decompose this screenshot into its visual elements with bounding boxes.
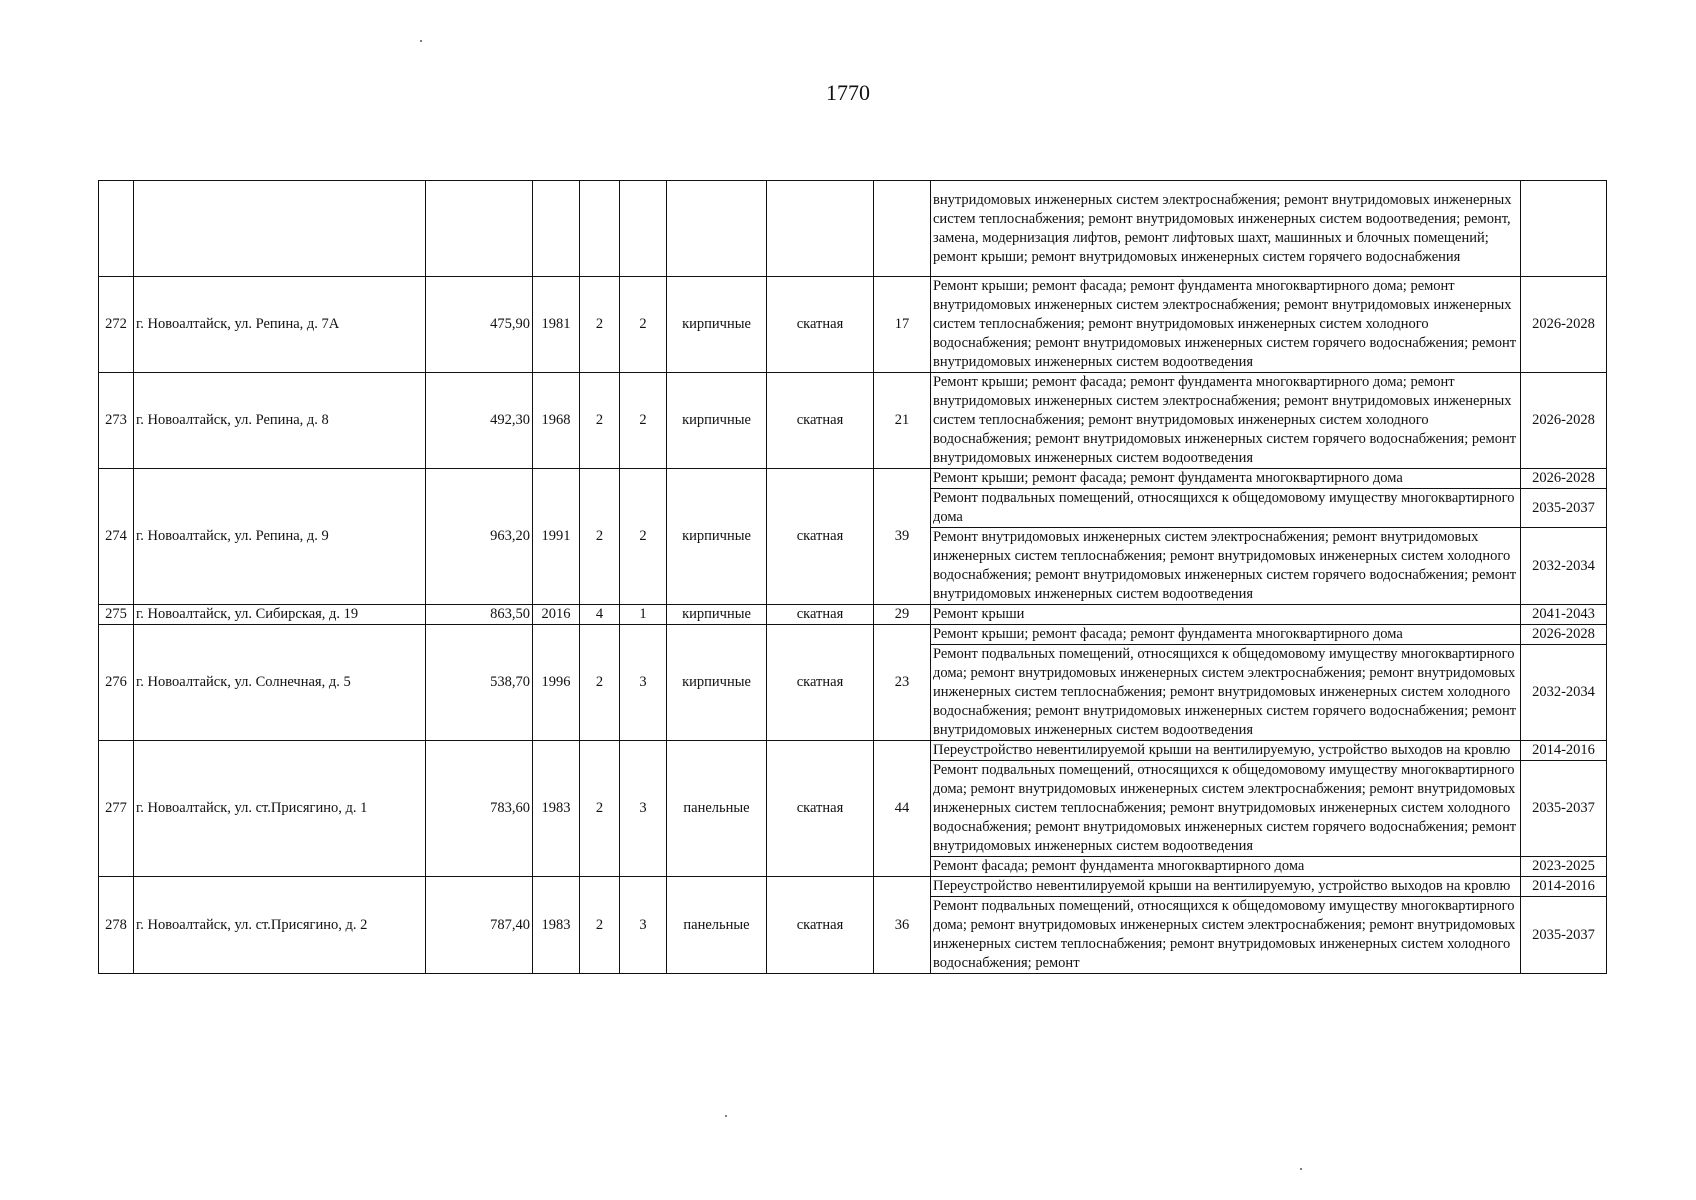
work-period: 2035-2037 [1521,489,1607,528]
address: г. Новоалтайск, ул. Репина, д. 7А [134,277,426,373]
roof-type: скатная [767,469,874,605]
cell-empty [767,181,874,277]
work-period: 2026-2028 [1521,277,1607,373]
entrances: 3 [620,741,667,877]
entrances: 3 [620,625,667,741]
work-description: Ремонт подвальных помещений, относящихся к общедомовому имуществу многоквартирного дома; ремонт внутридомовых инженерных систем электроснабжения; ремонт внутридомовых инженерных систем теплоснабжения; ремонт внутридомовых инженерных систем холодного водоснабжения; ремонт [931,897,1521,974]
address: г. Новоалтайск, ул. Репина, д. 9 [134,469,426,605]
work-period: 2041-2043 [1521,605,1607,625]
year-built: 1983 [533,741,580,877]
floors: 2 [580,469,620,605]
roof-type: скатная [767,373,874,469]
residents: 44 [874,741,931,877]
wall-material: панельные [667,877,767,974]
cell-empty [1521,181,1607,277]
residents: 36 [874,877,931,974]
work-description: Ремонт внутридомовых инженерных систем электроснабжения; ремонт внутридомовых инженерных систем теплоснабжения; ремонт внутридомовых инженерных систем холодного водоснабжения; ремонт внутридомовых инженерных систем горячего водоснабжения; ремонт внутридомовых инженерных систем водоотведения [931,528,1521,605]
floors: 4 [580,605,620,625]
total-area: 492,30 [426,373,533,469]
row-number: 278 [99,877,134,974]
entrances: 3 [620,877,667,974]
work-description: Переустройство невентилируемой крыши на вентилируемую, устройство выходов на кровлю [931,877,1521,897]
work-description: Ремонт фасада; ремонт фундамента многоквартирного дома [931,857,1521,877]
continuation-row [99,181,1607,277]
scan-speck [1300,1168,1302,1170]
scan-speck [420,40,422,42]
page-number: 1770 [826,80,870,105]
work-period: 2032-2034 [1521,645,1607,741]
building-row [99,373,1607,469]
wall-material: кирпичные [667,373,767,469]
year-built: 1983 [533,877,580,974]
wall-material: кирпичные [667,277,767,373]
year-built: 1981 [533,277,580,373]
roof-type: скатная [767,625,874,741]
work-period: 2026-2028 [1521,625,1607,645]
wall-material: панельные [667,741,767,877]
residents: 39 [874,469,931,605]
work-period: 2026-2028 [1521,373,1607,469]
row-number: 273 [99,373,134,469]
floors: 2 [580,277,620,373]
cell-empty [874,181,931,277]
cell-empty [134,181,426,277]
year-built: 1991 [533,469,580,605]
cell-empty [533,181,580,277]
work-description: Ремонт крыши; ремонт фасада; ремонт фундамента многоквартирного дома; ремонт внутридомовых инженерных систем электроснабжения; ремонт внутридомовых инженерных систем теплоснабжения; ремонт внутридомовых инженерных систем холодного водоснабжения; ремонт внутридомовых инженерных систем горячего водоснабжения; ремонт внутридомовых инженерных систем водоотведения [931,277,1521,373]
building-row [99,605,1607,625]
roof-type: скатная [767,741,874,877]
work-period: 2023-2025 [1521,857,1607,877]
total-area: 863,50 [426,605,533,625]
work-period: 2032-2034 [1521,528,1607,605]
wall-material: кирпичные [667,469,767,605]
year-built: 2016 [533,605,580,625]
work-description: Ремонт подвальных помещений, относящихся к общедомовому имуществу многоквартирного дома; ремонт внутридомовых инженерных систем электроснабжения; ремонт внутридомовых инженерных систем теплоснабжения; ремонт внутридомовых инженерных систем холодного водоснабжения; ремонт внутридомовых инженерных систем горячего водоснабжения; ремонт внутридомовых инженерных систем водоотведения [931,645,1521,741]
total-area: 787,40 [426,877,533,974]
row-number: 277 [99,741,134,877]
roof-type: скатная [767,877,874,974]
entrances: 2 [620,469,667,605]
address: г. Новоалтайск, ул. ст.Присягино, д. 2 [134,877,426,974]
address: г. Новоалтайск, ул. Сибирская, д. 19 [134,605,426,625]
residents: 17 [874,277,931,373]
roof-type: скатная [767,277,874,373]
cell-empty [620,181,667,277]
entrances: 2 [620,373,667,469]
row-number: 275 [99,605,134,625]
work-description: внутридомовых инженерных систем электроснабжения; ремонт внутридомовых инженерных систем теплоснабжения; ремонт внутридомовых инженерных систем водоотведения; ремонт, замена, модернизация лифтов, ремонт лифтовых шахт, машинных и блочных помещений; ремонт крыши; ремонт внутридомовых инженерных систем горячего водоснабжения [931,181,1521,277]
work-description: Ремонт крыши [931,605,1521,625]
cell-empty [667,181,767,277]
roof-type: скатная [767,605,874,625]
work-description: Ремонт подвальных помещений, относящихся к общедомовому имуществу многоквартирного дома [931,489,1521,528]
building-row [99,877,1607,897]
floors: 2 [580,625,620,741]
floors: 2 [580,741,620,877]
work-period: 2026-2028 [1521,469,1607,489]
residents: 23 [874,625,931,741]
total-area: 783,60 [426,741,533,877]
entrances: 2 [620,277,667,373]
scan-speck [725,1115,727,1117]
building-row [99,277,1607,373]
address: г. Новоалтайск, ул. ст.Присягино, д. 1 [134,741,426,877]
building-row [99,625,1607,645]
building-row [99,469,1607,489]
work-description: Ремонт крыши; ремонт фасада; ремонт фундамента многоквартирного дома [931,469,1521,489]
entrances: 1 [620,605,667,625]
residents: 21 [874,373,931,469]
cell-empty [99,181,134,277]
work-description: Ремонт крыши; ремонт фасада; ремонт фундамента многоквартирного дома [931,625,1521,645]
building-row [99,741,1607,761]
work-description: Переустройство невентилируемой крыши на вентилируемую, устройство выходов на кровлю [931,741,1521,761]
address: г. Новоалтайск, ул. Репина, д. 8 [134,373,426,469]
work-period: 2035-2037 [1521,897,1607,974]
cell-empty [580,181,620,277]
total-area: 538,70 [426,625,533,741]
housing-registry-table [98,180,1607,974]
row-number: 276 [99,625,134,741]
floors: 2 [580,877,620,974]
floors: 2 [580,373,620,469]
residents: 29 [874,605,931,625]
total-area: 475,90 [426,277,533,373]
work-period: 2014-2016 [1521,741,1607,761]
work-description: Ремонт крыши; ремонт фасада; ремонт фундамента многоквартирного дома; ремонт внутридомовых инженерных систем электроснабжения; ремонт внутридомовых инженерных систем теплоснабжения; ремонт внутридомовых инженерных систем холодного водоснабжения; ремонт внутридомовых инженерных систем горячего водоснабжения; ремонт внутридомовых инженерных систем водоотведения [931,373,1521,469]
address: г. Новоалтайск, ул. Солнечная, д. 5 [134,625,426,741]
work-period: 2014-2016 [1521,877,1607,897]
wall-material: кирпичные [667,625,767,741]
work-period: 2035-2037 [1521,761,1607,857]
row-number: 272 [99,277,134,373]
row-number: 274 [99,469,134,605]
work-description: Ремонт подвальных помещений, относящихся к общедомовому имуществу многоквартирного дома; ремонт внутридомовых инженерных систем электроснабжения; ремонт внутридомовых инженерных систем теплоснабжения; ремонт внутридомовых инженерных систем холодного водоснабжения; ремонт внутридомовых инженерных систем горячего водоснабжения; ремонт внутридомовых инженерных систем водоотведения [931,761,1521,857]
total-area: 963,20 [426,469,533,605]
wall-material: кирпичные [667,605,767,625]
year-built: 1968 [533,373,580,469]
year-built: 1996 [533,625,580,741]
cell-empty [426,181,533,277]
